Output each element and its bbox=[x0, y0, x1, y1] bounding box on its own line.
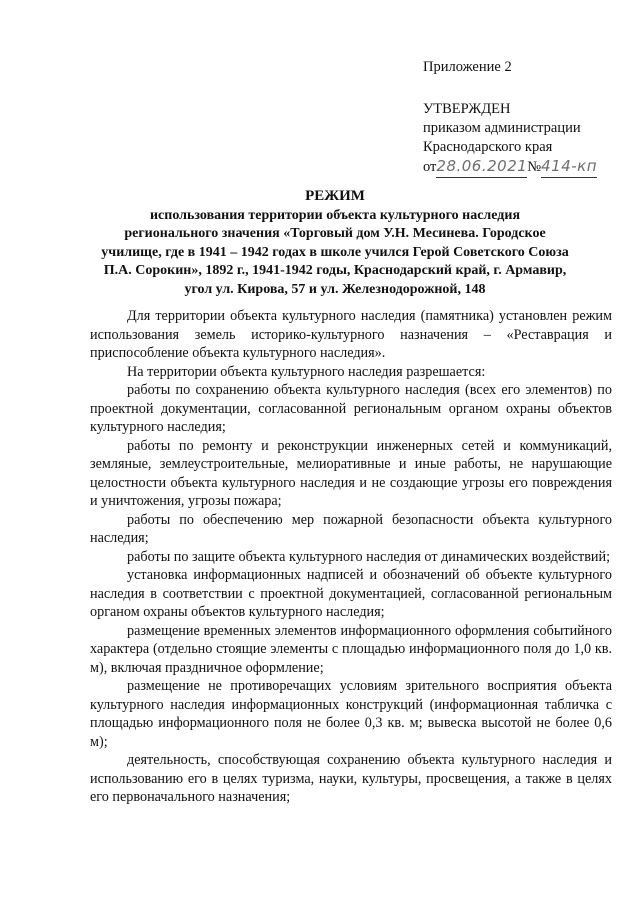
approval-block bbox=[423, 58, 633, 178]
date-prefix: от bbox=[423, 159, 437, 175]
paragraph: Для территории объекта культурного наследия (памятника) установлен режим использования земель историко-культурного назначения – «Реставрация и приспособление объекта культурного наследия». bbox=[90, 308, 612, 361]
number-field bbox=[541, 157, 597, 178]
appendix-label: Приложение 2 bbox=[423, 59, 512, 75]
paragraph: размещение не противоречащих условиям зрительного восприятия объекта культурного наследия информационных конструкций (информационная табличка с площадью информационного поля не более 0,3 кв. м; вывеска высотой не более 0,6 м); bbox=[90, 678, 612, 750]
date-field bbox=[436, 157, 527, 178]
title-line: регионального значения «Торговый дом У.Н. Месинева. Городское bbox=[124, 226, 546, 242]
document-title bbox=[60, 187, 610, 300]
title-line: угол ул. Кирова, 57 и ул. Железнодорожной, 148 bbox=[184, 281, 486, 297]
paragraph: работы по сохранению объекта культурного наследия (всех его элементов) по проектной документации, согласованной региональным органом охраны объектов культурного наследия; bbox=[90, 382, 612, 435]
title-line: училище, где в 1941 – 1942 годах в школе учился Герой Советского Союза bbox=[101, 244, 569, 260]
approved-label: УТВЕРЖДЕН bbox=[423, 101, 511, 117]
paragraph: установка информационных надписей и обозначений об объекте культурного наследия в соответствии с проектной документацией, согласованной региональным органом охраны объектов культурного наследия; bbox=[90, 567, 612, 620]
title-line: П.А. Сорокин», 1892 г., 1941-1942 годы, Краснодарский край, г. Армавир, bbox=[103, 263, 567, 279]
paragraph: На территории объекта культурного наследия разрешается: bbox=[127, 363, 486, 380]
paragraph: размещение временных элементов информационного оформления событийного характера (отдельно стоящие элементы с площадью информационного поля до 1,0 кв. м), включая праздничное оформление; bbox=[90, 622, 612, 676]
paragraph: работы по обеспечению мер пожарной безопасности объекта культурного наследия; bbox=[90, 511, 612, 546]
handwritten-date: 28.06.2021 bbox=[436, 157, 528, 175]
number-sign: № bbox=[527, 159, 542, 175]
region-line: Краснодарского края bbox=[423, 139, 553, 155]
document-body bbox=[90, 307, 612, 807]
paragraph: деятельность, способствующая сохранению объекта культурного наследия и использованию его в целях туризма, науки, культуры, просвещения, а также в целях его первоначального назначения; bbox=[90, 752, 612, 805]
handwritten-number: 414-кп bbox=[541, 157, 598, 175]
date-number-row bbox=[423, 157, 633, 178]
paragraph: работы по защите объекта культурного наследия от динамических воздействий; bbox=[127, 548, 611, 565]
order-line: приказом администрации bbox=[423, 120, 581, 136]
title-line: использования территории объекта культурного наследия bbox=[149, 207, 521, 223]
title-heading: РЕЖИМ bbox=[305, 188, 365, 204]
paragraph: работы по ремонту и реконструкции инженерных сетей и коммуникаций, земляные, землеустроительные, мелиоративные и иные работы, не нарушающие целостности объекта культурного наследия и не создающие угрозы его повреждения и уничтожения, угрозы пожара; bbox=[90, 437, 612, 509]
